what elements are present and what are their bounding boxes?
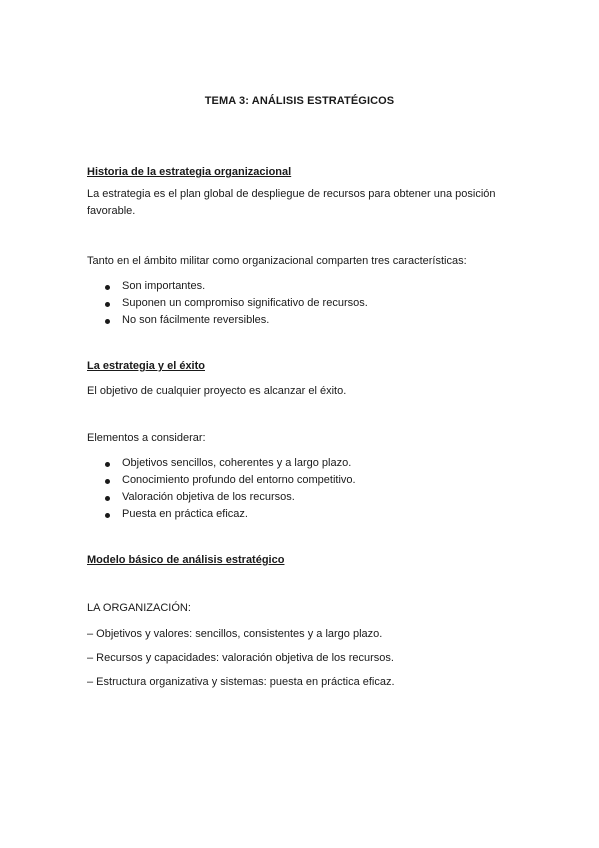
- list-item-text: Valoración objetiva de los recursos.: [122, 491, 295, 503]
- bullet-icon: [105, 319, 110, 324]
- list-item: [87, 278, 517, 295]
- section-heading: Modelo básico de análisis estratégico: [87, 554, 285, 566]
- list-item-text: No son fácilmente reversibles.: [122, 314, 270, 326]
- paragraph-line: favorable.: [87, 205, 136, 217]
- elementos-block: [87, 430, 517, 523]
- bullet-icon: [105, 302, 110, 307]
- section-exito: [87, 358, 517, 400]
- list-item: – Recursos y capacidades: valoración objetiva de los recursos.: [87, 652, 394, 664]
- caracteristicas-block: [87, 253, 517, 329]
- intro-text: Tanto en el ámbito militar como organizacional comparten tres características:: [87, 255, 467, 267]
- document-title: TEMA 3: ANÁLISIS ESTRATÉGICOS: [204, 95, 395, 107]
- list-item-text: Conocimiento profundo del entorno competitivo.: [122, 474, 356, 486]
- paragraph: [87, 186, 517, 220]
- section-heading: Historia de la estrategia organizacional: [87, 166, 292, 178]
- subheading: LA ORGANIZACIÓN:: [87, 602, 191, 614]
- bullet-list: [87, 455, 517, 523]
- list-item: [87, 455, 517, 472]
- section-heading: La estrategia y el éxito: [87, 360, 205, 372]
- paragraph-line: La estrategia es el plan global de despliegue de recursos para obtener una posición: [87, 188, 496, 200]
- section-historia: [87, 164, 517, 220]
- paragraph: El objetivo de cualquier proyecto es alcanzar el éxito.: [87, 385, 347, 397]
- list-item: [87, 489, 517, 506]
- bullet-icon: [105, 513, 110, 518]
- bullet-icon: [105, 479, 110, 484]
- list-item: [87, 312, 517, 329]
- bullet-icon: [105, 285, 110, 290]
- list-item-text: Objetivos sencillos, coherentes y a largo plazo.: [122, 457, 352, 469]
- section-modelo: [87, 552, 517, 569]
- organizacion-block: [87, 600, 517, 698]
- list-item: [87, 295, 517, 312]
- list-item: – Objetivos y valores: sencillos, consistentes y a largo plazo.: [87, 628, 383, 640]
- bullet-icon: [105, 496, 110, 501]
- list-item-text: Son importantes.: [122, 280, 206, 292]
- list-item: [87, 506, 517, 523]
- list-item: [87, 472, 517, 489]
- bullet-list: [87, 278, 517, 329]
- intro-text: Elementos a considerar:: [87, 432, 206, 444]
- list-item: – Estructura organizativa y sistemas: puesta en práctica eficaz.: [87, 676, 395, 688]
- list-item-text: Puesta en práctica eficaz.: [122, 508, 248, 520]
- bullet-icon: [105, 462, 110, 467]
- list-item-text: Suponen un compromiso significativo de recursos.: [122, 297, 368, 309]
